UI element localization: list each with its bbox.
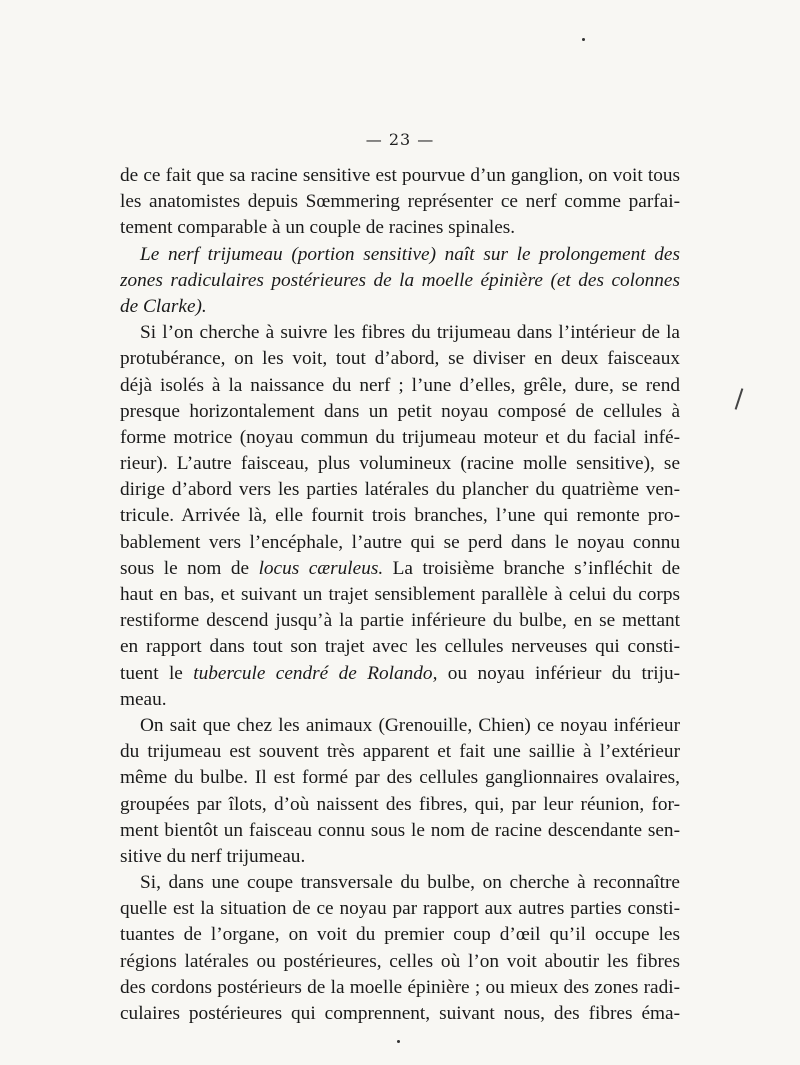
text-line: de ce fait que sa racine sensitive est pourvue d’un ganglion, on voit tous xyxy=(120,165,680,186)
text-line: même du bulbe. Il est formé par des cellules ganglionnaires ovalaires, xyxy=(120,767,680,789)
page-number: — 23 — xyxy=(365,130,435,149)
paper-speck xyxy=(582,38,585,41)
text-segment-italic: locus cæruleus. xyxy=(258,557,384,579)
text-line: bablement vers l’encéphale, l’autre qui se perd dans le noyau connu xyxy=(120,531,680,553)
text-line: Le nerf trijumeau (portion sensitive) naît sur le prolongement des xyxy=(140,243,680,265)
text-line: des cordons postérieurs de la moelle épinière ; ou mieux des zones radi- xyxy=(120,976,680,998)
text-line: On sait que chez les animaux (Grenouille, Chien) ce noyau inférieur xyxy=(140,714,680,736)
text-line: tuantes de l’organe, on voit du premier coup d’œil qu’il occupe les xyxy=(120,924,680,946)
text-line: protubérance, on les voit, tout d’abord, se diviser en deux faisceaux xyxy=(120,348,680,370)
text-line: tricule. Arrivée là, elle fournit trois branches, l’une qui remonte pro- xyxy=(120,505,680,527)
text-line: meau. xyxy=(120,688,167,710)
text-line: quelle est la situation de ce noyau par rapport aux autres parties consti- xyxy=(120,898,680,920)
text-line: groupées par îlots, d’où naissent des fibres, qui, par leur réunion, for- xyxy=(120,793,680,815)
text-line: tement comparable à un couple de racines spinales. xyxy=(120,217,516,239)
text-line: les anatomistes depuis Sœmmering représenter ce nerf comme parfai- xyxy=(120,191,680,213)
text-segment-italic: tubercule cendré de Rolando, xyxy=(193,662,438,684)
margin-mark xyxy=(735,388,744,410)
paper-speck xyxy=(397,1040,400,1043)
text-segment: sous le nom de xyxy=(120,557,259,579)
text-line: ment bientôt un faisceau connu sous le nom de racine descendante sen- xyxy=(120,819,680,841)
text-line: haut en bas, et suivant un trajet sensiblement parallèle à celui du corps xyxy=(120,584,680,605)
text-line xyxy=(120,556,680,582)
text-line: culaires postérieures qui comprennent, suivant nous, des fibres éma- xyxy=(120,1003,680,1024)
text-line: rieur). L’autre faisceau, plus volumineux (racine molle sensitive), se xyxy=(120,453,680,475)
text-line: restiforme descend jusqu’à la partie inférieure du bulbe, en se mettant xyxy=(120,610,680,632)
text-line: déjà isolés à la naissance du nerf ; l’une d’elles, grêle, dure, se rend xyxy=(120,374,680,396)
text-line: régions latérales ou postérieures, celles où l’on voit aboutir les fibres xyxy=(120,950,680,972)
text-line: forme motrice (noyau commun du trijumeau moteur et du facial infé- xyxy=(120,426,680,448)
text-line: Si l’on cherche à suivre les fibres du trijumeau dans l’intérieur de la xyxy=(140,322,680,344)
text-line: de Clarke). xyxy=(120,295,207,317)
text-segment: ou noyau inférieur du triju- xyxy=(437,662,680,684)
text-line: zones radiculaires postérieures de la moelle épinière (et des colonnes xyxy=(120,269,680,291)
text-segment: tuent le xyxy=(120,662,194,684)
text-line: Si, dans une coupe transversale du bulbe, on cherche à reconnaître xyxy=(140,872,680,894)
text-line: sitive du nerf trijumeau. xyxy=(120,845,306,867)
text-line: dirige d’abord vers les parties latérales du plancher du quatrième ven- xyxy=(120,479,680,501)
text-line xyxy=(120,661,680,687)
text-line: en rapport dans tout son trajet avec les cellules nerveuses qui consti- xyxy=(120,636,680,658)
text-line: du trijumeau est souvent très apparent et fait une saillie à l’extérieur xyxy=(120,741,680,763)
text-line: presque horizontalement dans un petit noyau composé de cellules à xyxy=(120,400,680,422)
text-segment: La troisième branche s’infléchit de xyxy=(383,557,680,579)
body-text xyxy=(120,163,680,1027)
